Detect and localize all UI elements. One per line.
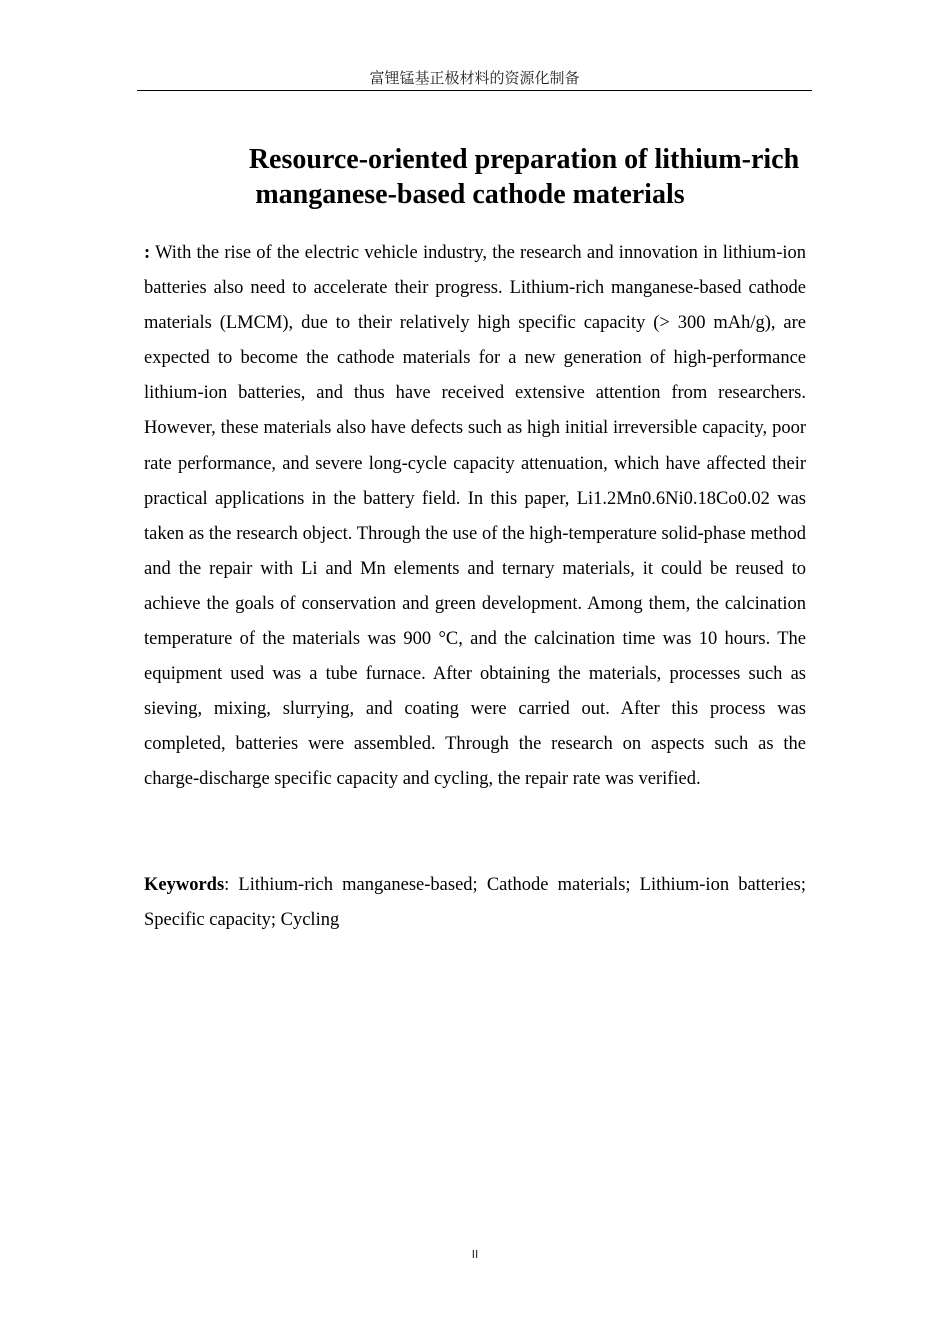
abstract-paragraph [144,236,806,798]
running-header: 富锂锰基正极材料的资源化制备 [137,68,812,91]
paper-title [140,142,870,212]
keywords-text: : Lithium-rich manganese-based; Cathode materials; Lithium-ion batteries; Specific capacity; Cycling [144,875,806,931]
page-number: II [471,1248,479,1261]
abstract-text: With the rise of the electric vehicle industry, the research and innovation in lithium-ion batteries also need to accelerate their progress. Lithium-rich manganese-based cathode materials (LMCM), due to their relatively high specific capacity (> 300 mAh/g), are expected to become the cathode materials for a new generation of high-performance lithium-ion batteries, and thus have received extensive attention from researchers. However, these materials also have defects such as high initial irreversible capacity, poor rate performance, and severe long-cycle capacity attenuation, which have affected their practical applications in the battery field. In this paper, Li1.2Mn0.6Ni0.18Co0.02 was taken as the research object. Through the use of the high-temperature solid-phase method and the repair with Li and Mn elements and ternary materials, it could be reused to achieve the goals of conservation and green development. Among them, the calcination temperature of the materials was 900 °C, and the calcination time was 10 hours. The equipment used was a tube furnace. After obtaining the materials, processes such as sieving, mixing, slurrying, and coating were carried out. After this process was completed, batteries were assembled. Through the research on aspects such as the charge-discharge specific capacity and cycling, the repair rate was verified. [144,243,806,790]
title-line-1: Resource-oriented preparation of lithium-rich [248,144,800,175]
keywords-paragraph [144,868,806,938]
title-line-2: manganese-based cathode materials [255,179,685,210]
abstract-label: : [144,243,151,263]
keywords-label: Keywords [144,875,225,895]
